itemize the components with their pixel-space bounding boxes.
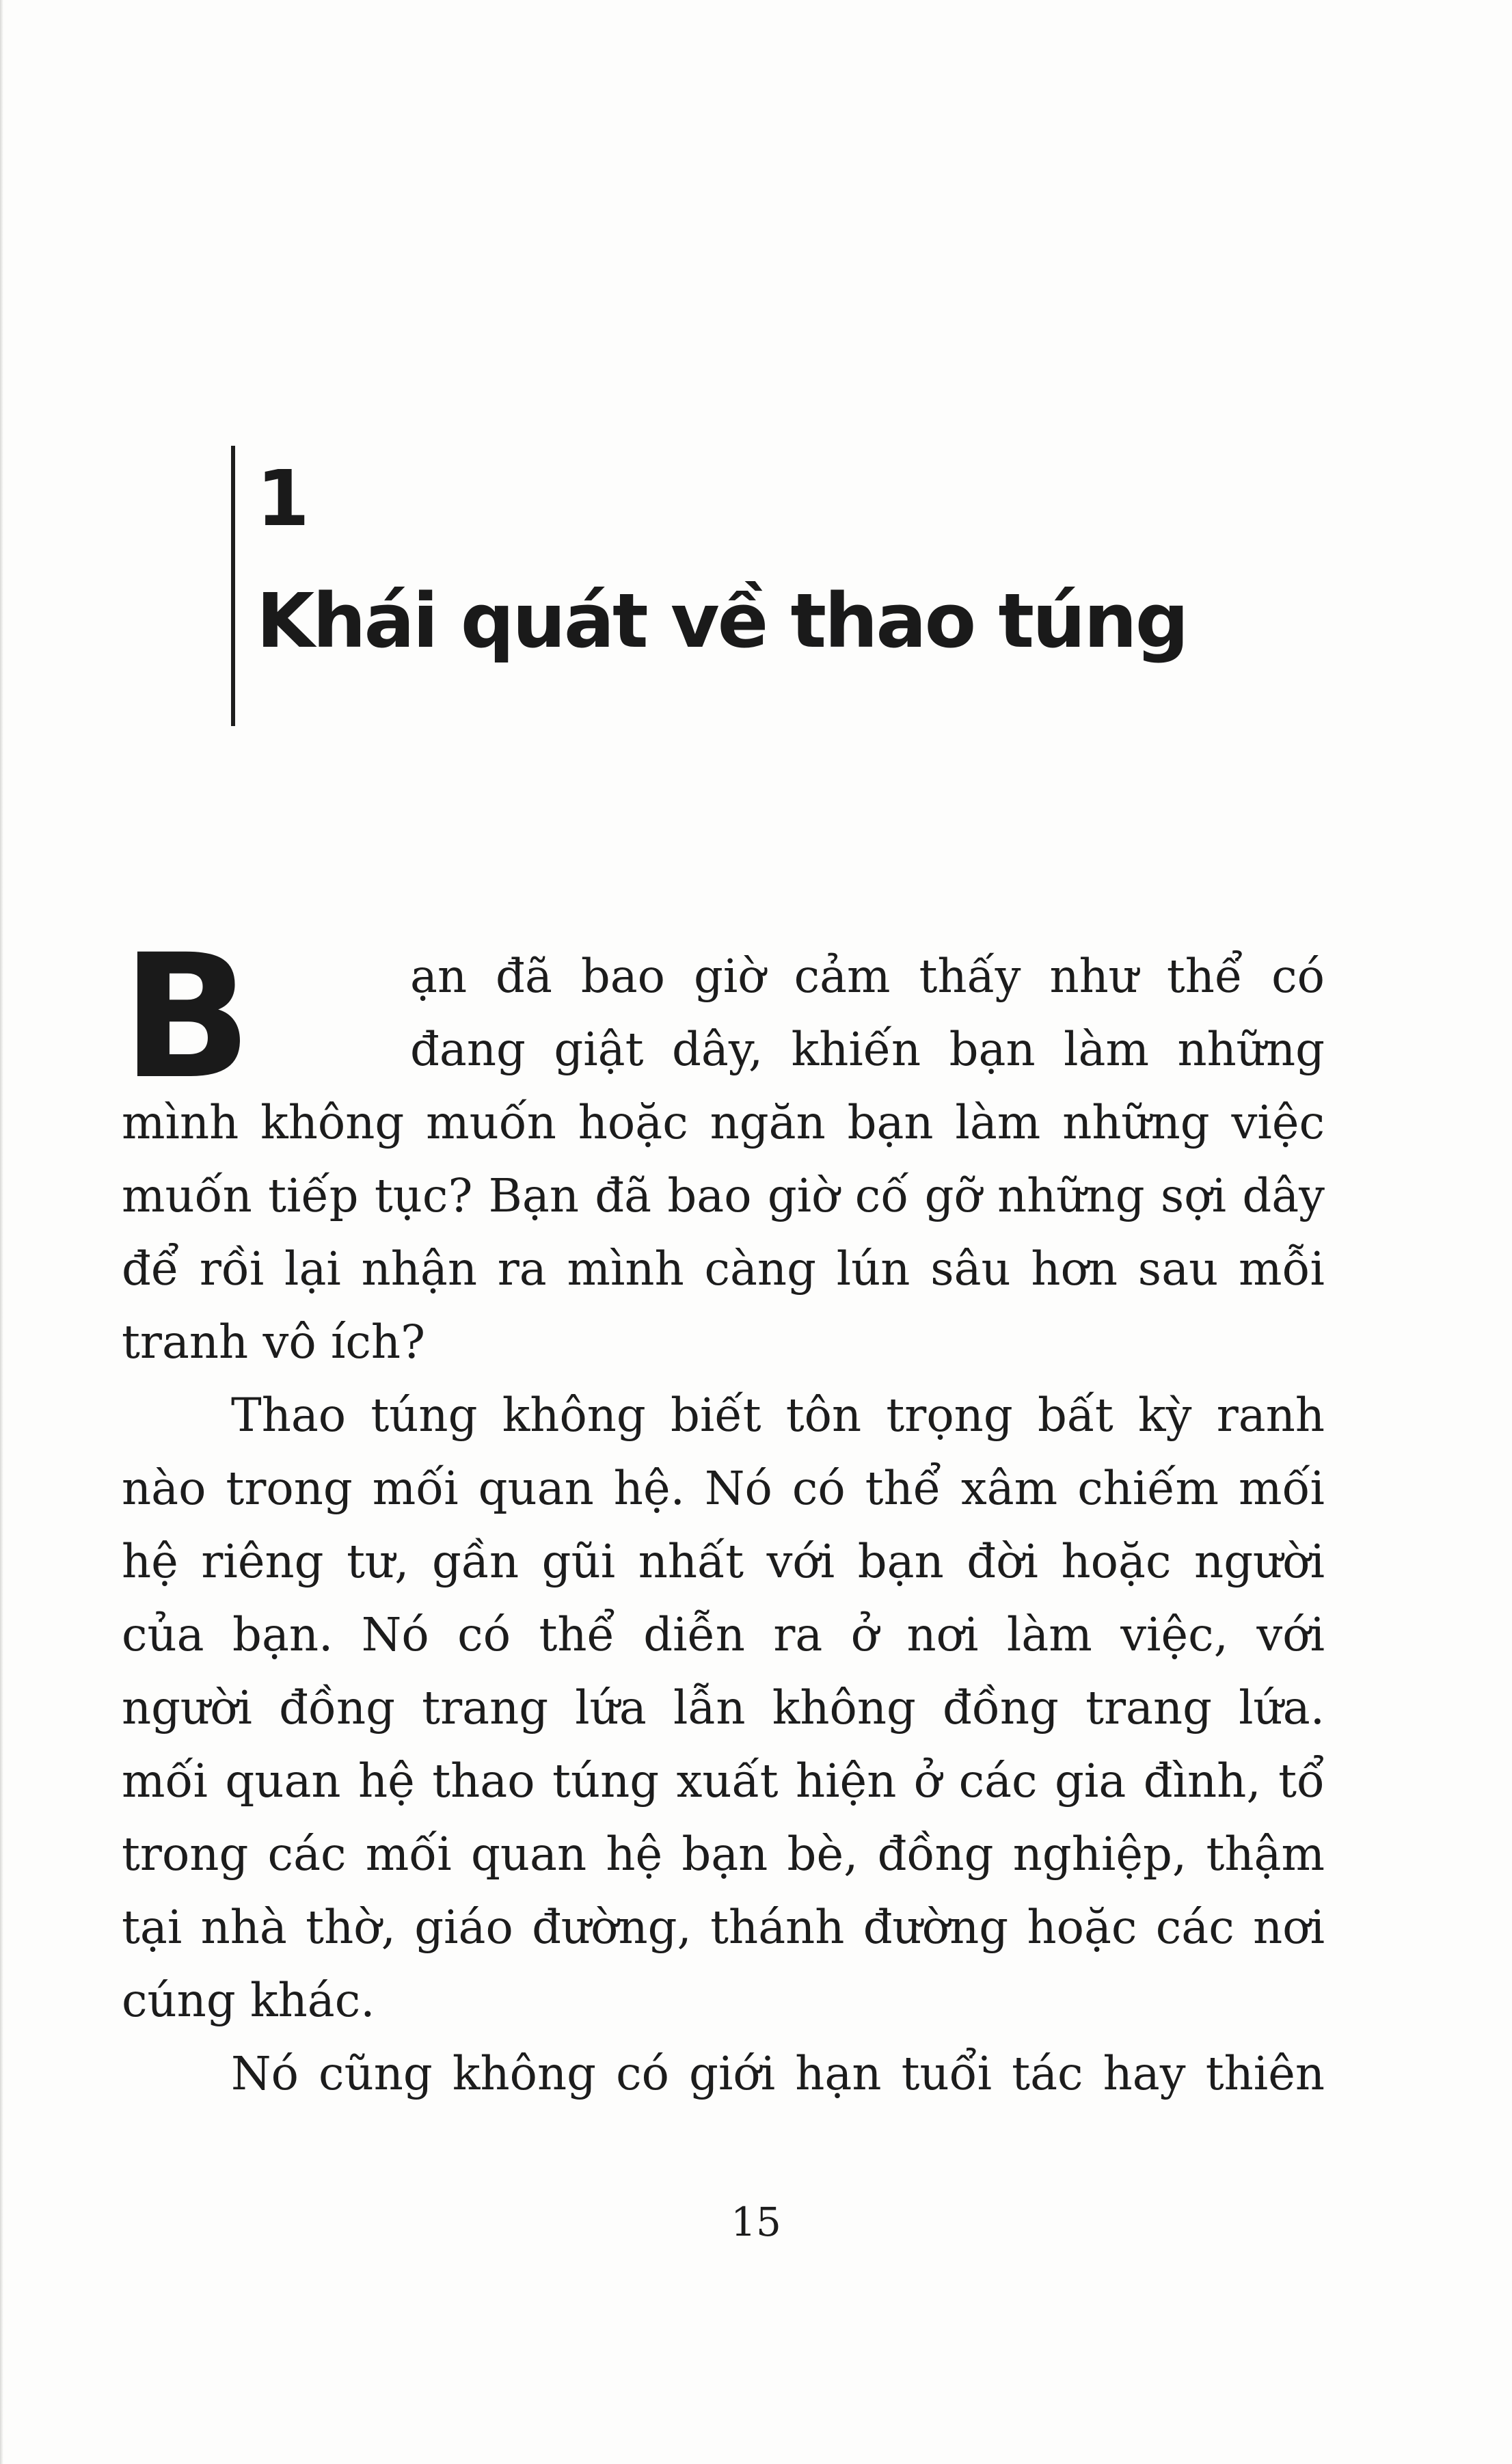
- body-line: ạn đã bao giờ cảm thấy như thể có: [410, 950, 1325, 1003]
- chapter-vertical-rule: [231, 446, 235, 726]
- body-line: mối quan hệ thao túng xuất hiện ở các gia đình, tổ: [122, 1754, 1325, 1808]
- body-line: hệ riêng tư, gần gũi nhất với bạn đời hoặc người: [122, 1535, 1325, 1588]
- body-line: mình không muốn hoặc ngăn bạn làm những việc: [122, 1096, 1325, 1149]
- body-line: trong các mối quan hệ bạn bè, đồng nghiệp, thậm: [122, 1827, 1325, 1881]
- body-line: đang giật dây, khiến bạn làm những: [410, 1023, 1325, 1076]
- body-line: của bạn. Nó có thể diễn ra ở nơi làm việc, với: [122, 1608, 1325, 1661]
- body-line: Nó cũng không có giới hạn tuổi tác hay thiên: [231, 2047, 1325, 2100]
- body-line: nào trong mối quan hệ. Nó có thể xâm chiếm mối: [122, 1462, 1325, 1515]
- page-number: 15: [731, 2199, 781, 2245]
- body-line: tại nhà thờ, giáo đường, thánh đường hoặc các nơi: [122, 1901, 1325, 1954]
- body-text: [122, 918, 1325, 2111]
- body-line: Thao túng không biết tôn trọng bất kỳ ranh: [231, 1389, 1325, 1442]
- drop-cap: B: [122, 918, 252, 1116]
- chapter-number: 1: [256, 455, 310, 544]
- chapter-title: Khái quát về thao túng: [256, 577, 1187, 665]
- scan-edge-shadow: [0, 0, 3, 2464]
- body-line: để rồi lại nhận ra mình càng lún sâu hơn sau mỗi: [122, 1242, 1325, 1296]
- body-line: cúng khác.: [122, 1974, 375, 2027]
- body-line: người đồng trang lứa lẫn không đồng trang lứa.: [122, 1681, 1325, 1735]
- body-line: tranh vô ích?: [122, 1315, 426, 1369]
- body-line: muốn tiếp tục? Bạn đã bao giờ cố gỡ những sợi dây: [122, 1169, 1325, 1222]
